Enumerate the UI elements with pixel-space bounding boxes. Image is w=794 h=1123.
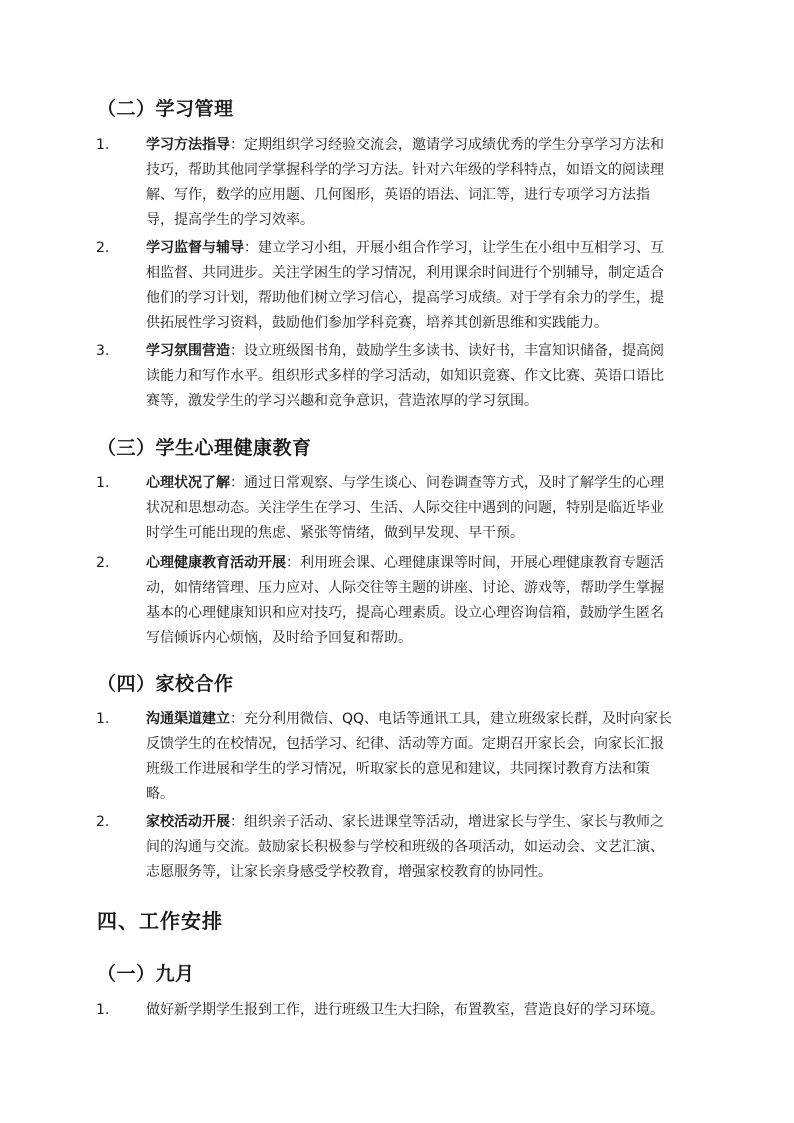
list-number: 1. xyxy=(96,711,110,727)
text-line: 做好新学期学生报到工作，进行班级卫生大扫除，布置教室，营造良好的学习环境。 xyxy=(146,1002,664,1018)
text-line: 反馈学生的在校情况，包括学习、纪律、活动等方面。定期召开家长会，向家长汇报 xyxy=(146,736,664,752)
text-line: 他们的学习计划，帮助他们树立学习信心，提高学习成绩。对于学有余力的学生，提 xyxy=(146,290,664,306)
item-label: 学习方法指导 xyxy=(146,137,230,153)
section-heading-study-management: （二）学习管理 xyxy=(97,98,234,120)
list-number: 1. xyxy=(96,1002,110,1018)
text-line: ：设立班级图书角，鼓励学生多读书、读好书，丰富知识储备，提高阅 xyxy=(230,343,664,359)
list-item-text xyxy=(146,707,706,807)
text-line: ：通过日常观察、与学生谈心、问卷调查等方式，及时了解学生的心理 xyxy=(230,475,664,491)
text-line: 技巧，帮助其他同学掌握科学的学习方法。针对六年级的学科特点，如语文的阅读理 xyxy=(146,162,664,178)
text-line: ：定期组织学习经验交流会，邀请学习成绩优秀的学生分享学习方法和 xyxy=(230,137,664,153)
item-label: 学习监督与辅导 xyxy=(146,240,244,256)
text-line: 状况和思想动态。关注学生在学习、生活、人际交往中遇到的问题，特别是临近毕业 xyxy=(146,500,664,516)
list-number: 3. xyxy=(96,343,110,359)
item-label: 心理健康教育活动开展 xyxy=(146,555,286,571)
text-line: 相监督、共同进步。关注学困生的学习情况，利用课余时间进行个别辅导，制定适合 xyxy=(146,265,664,281)
chapter-heading-work-schedule: 四、工作安排 xyxy=(97,909,223,933)
text-line: 志愿服务等，让家长亲身感受学校教育，增强家校教育的协同性。 xyxy=(146,864,552,880)
text-line: 班级工作进展和学生的学习情况，听取家长的意见和建议，共同探讨教育方法和策 xyxy=(146,761,650,777)
section-heading-home-school: （四）家校合作 xyxy=(97,673,234,695)
list-item-text xyxy=(146,471,706,546)
list-number: 2. xyxy=(96,814,110,830)
list-number: 1. xyxy=(96,475,110,491)
text-line: 导，提高学生的学习效率。 xyxy=(146,212,314,228)
text-line: 读能力和写作水平。组织形式多样的学习活动，如知识竞赛、作文比赛、英语口语比 xyxy=(146,368,664,384)
text-line: 写信倾诉内心烦恼，及时给予回复和帮助。 xyxy=(146,630,412,646)
list-item-text xyxy=(146,810,706,885)
section-heading-mental-health: （三）学生心理健康教育 xyxy=(97,437,312,459)
list-item-text xyxy=(146,339,706,414)
item-label: 家校活动开展 xyxy=(146,814,230,830)
list-number: 1. xyxy=(96,137,110,153)
text-line: ：组织亲子活动、家长进课堂等活动，增进家长与学生、家长与教师之 xyxy=(230,814,664,830)
list-item-text xyxy=(146,133,706,233)
list-item-text xyxy=(146,236,706,336)
text-line: 时学生可能出现的焦虑、紧张等情绪，做到早发现、早干预。 xyxy=(146,525,524,541)
text-line: 解、写作，数学的应用题、几何图形，英语的语法、词汇等，进行专项学习方法指 xyxy=(146,187,650,203)
item-label: 沟通渠道建立 xyxy=(146,711,230,727)
text-line: 基本的心理健康知识和应对技巧，提高心理素质。设立心理咨询信箱，鼓励学生匿名 xyxy=(146,605,664,621)
list-number: 2. xyxy=(96,555,110,571)
text-line: 间的沟通与交流。鼓励家长积极参与学校和班级的各项活动，如运动会、文艺汇演、 xyxy=(146,839,664,855)
text-line: 赛等，激发学生的学习兴趣和竞争意识，营造浓厚的学习氛围。 xyxy=(146,393,538,409)
section-heading-september: （一）九月 xyxy=(97,963,195,985)
text-line: ：建立学习小组，开展小组合作学习，让学生在小组中互相学习、互 xyxy=(244,240,664,256)
text-line: ：利用班会课、心理健康课等时间，开展心理健康教育专题活 xyxy=(286,555,664,571)
list-item-text xyxy=(146,998,706,1023)
item-label: 学习氛围营造 xyxy=(146,343,230,359)
text-line: 供拓展性学习资料，鼓励他们参加学科竞赛，培养其创新思维和实践能力。 xyxy=(146,315,608,331)
list-item-text xyxy=(146,551,706,651)
text-line: 动，如情绪管理、压力应对、人际交往等主题的讲座、讨论、游戏等，帮助学生掌握 xyxy=(146,580,664,596)
text-line: 略。 xyxy=(146,786,174,802)
item-label: 心理状况了解 xyxy=(146,475,230,491)
text-line: ：充分利用微信、QQ、电话等通讯工具，建立班级家长群，及时向家长 xyxy=(230,711,673,727)
list-number: 2. xyxy=(96,240,110,256)
